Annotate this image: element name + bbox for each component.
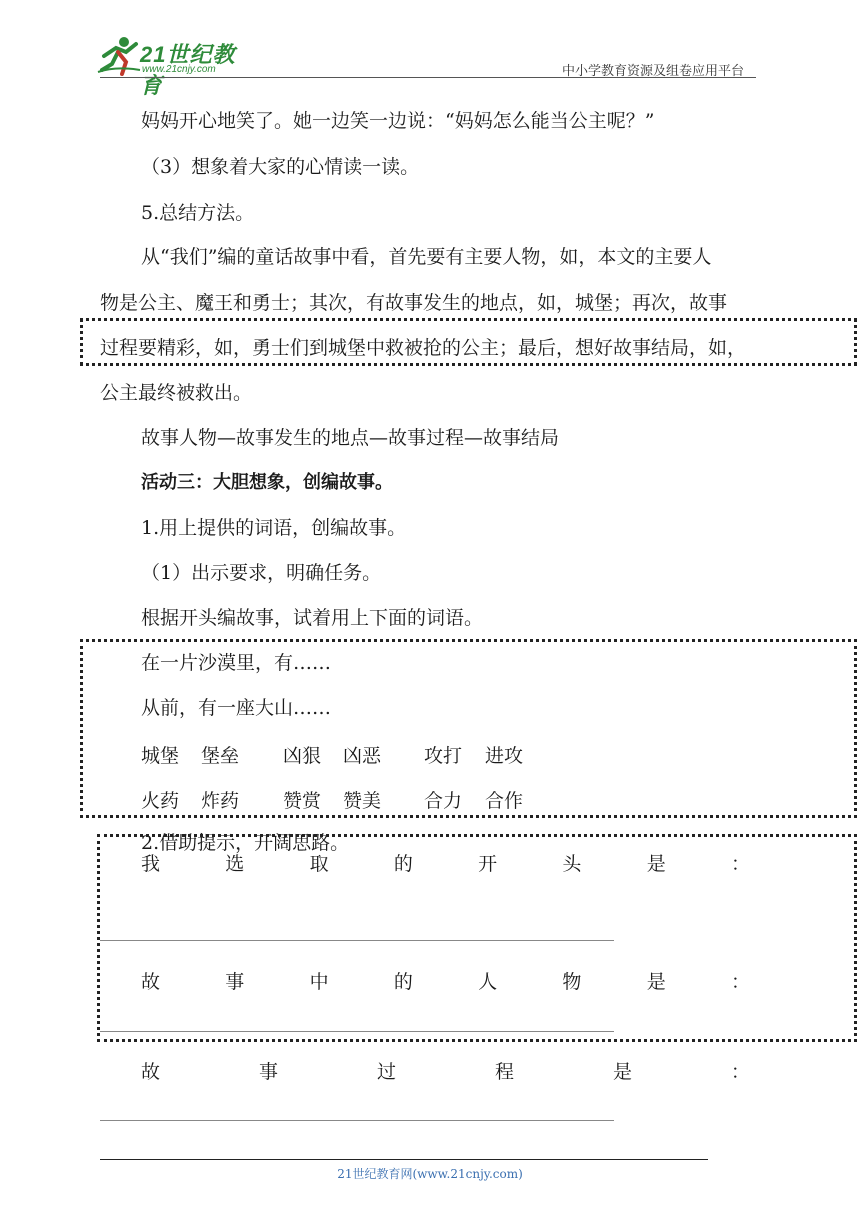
section-heading: 5.总结方法。 — [141, 202, 255, 224]
paragraph: 从“我们”编的童话故事中看，首先要有主要人物，如，本文的主要人 — [141, 246, 712, 268]
paragraph: 妈妈开心地笑了。她一边笑一边说：“妈妈怎么能当公主呢？” — [141, 110, 655, 132]
prompt-char: 物 — [562, 971, 582, 993]
paragraph: 过程要精彩，如，勇士们到城堡中救被抢的公主；最后，想好故事结局，如， — [100, 337, 747, 359]
prompt-char: 取 — [309, 853, 329, 875]
answer-line[interactable] — [100, 1120, 614, 1121]
prompt-char: 事 — [225, 971, 245, 993]
paragraph: 根据开头编故事，试着用上下面的词语。 — [141, 607, 484, 629]
paragraph: （1）出示要求，明确任务。 — [141, 562, 382, 584]
story-opening: 从前，有一座大山…… — [141, 697, 332, 719]
site-logo — [96, 36, 256, 98]
prompt-char: 的 — [393, 971, 413, 993]
header-divider — [100, 77, 756, 78]
prompt-char: 头 — [562, 853, 582, 875]
word: 凶狠 — [283, 745, 322, 767]
prompt-opening — [141, 849, 750, 876]
word: 城堡 — [141, 745, 180, 767]
answer-line[interactable] — [100, 1031, 614, 1032]
prompt-char: ： — [730, 971, 750, 993]
prompt-char: 选 — [225, 853, 245, 875]
footer-divider — [100, 1159, 708, 1160]
header-tagline: 中小学教育资源及组卷应用平台 — [562, 64, 745, 79]
story-opening: 在一片沙漠里，有…… — [141, 652, 332, 674]
prompt-char: 是 — [612, 1061, 632, 1083]
paragraph: 公主最终被救出。 — [100, 382, 253, 404]
prompt-char: 是 — [646, 971, 666, 993]
prompt-characters — [141, 967, 750, 994]
footer-link[interactable]: 21世纪教育网(www.21cnjy.com) — [337, 1167, 523, 1181]
section-heading: 2.借助提示，开阔思路。 — [141, 832, 350, 854]
paragraph: 物是公主、魔王和勇士；其次，有故事发生的地点，如，城堡；再次，故事 — [100, 292, 728, 314]
paragraph: （3）想象着大家的心情读一读。 — [141, 156, 420, 178]
logo-url: www.21cnjy.com — [142, 64, 216, 75]
prompt-char: 故 — [141, 971, 161, 993]
section-heading: 1.用上提供的词语，创编故事。 — [141, 517, 407, 539]
prompt-char: ： — [730, 853, 750, 875]
prompt-char: 人 — [478, 971, 498, 993]
word: 进攻 — [485, 745, 524, 767]
activity-heading: 活动三：大胆想象，创编故事。 — [141, 472, 393, 493]
answer-line[interactable] — [100, 940, 614, 941]
prompt-char: 是 — [646, 853, 666, 875]
word: 赞美 — [343, 790, 382, 812]
prompt-char: 我 — [141, 853, 161, 875]
prompt-char: 开 — [478, 853, 498, 875]
prompt-char: 程 — [494, 1061, 514, 1083]
word: 合力 — [424, 790, 463, 812]
prompt-char: 过 — [376, 1061, 396, 1083]
word: 赞赏 — [283, 790, 322, 812]
paragraph: 故事人物—故事发生的地点—故事过程—故事结局 — [141, 427, 560, 449]
prompt-char: ： — [730, 1061, 750, 1083]
runner-icon — [96, 36, 142, 76]
word: 合作 — [485, 790, 524, 812]
prompt-char: 事 — [258, 1061, 278, 1083]
word: 火药 — [141, 790, 180, 812]
word: 攻打 — [424, 745, 463, 767]
logo-text: 21世纪教育 — [140, 42, 236, 98]
word: 堡垒 — [201, 745, 240, 767]
prompt-char: 的 — [393, 853, 413, 875]
prompt-char: 中 — [309, 971, 329, 993]
word: 凶恶 — [343, 745, 382, 767]
prompt-process — [141, 1057, 750, 1084]
prompt-char: 故 — [141, 1061, 161, 1083]
word: 炸药 — [201, 790, 240, 812]
